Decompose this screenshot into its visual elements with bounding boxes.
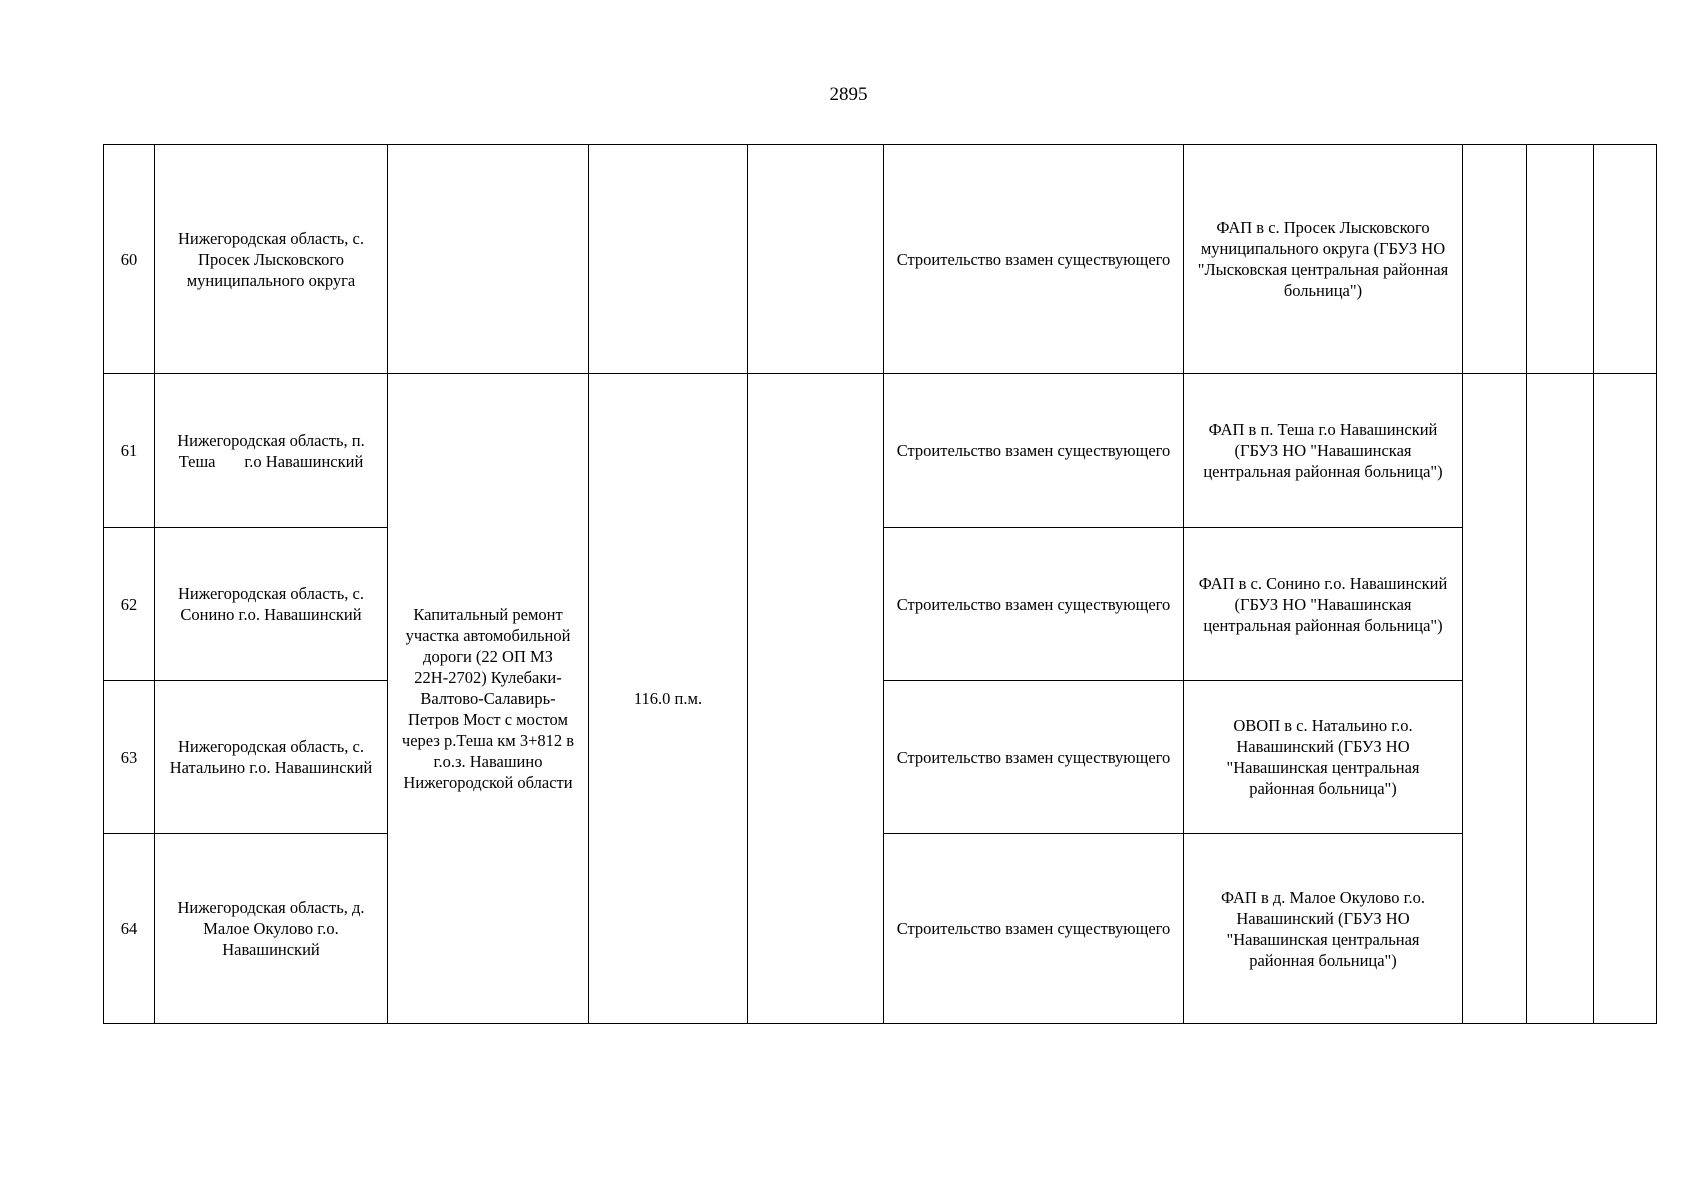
facility-cell: ФАП в с. Сонино г.о. Навашинский (ГБУЗ НО "Навашинская центральная районная больница") [1184,528,1463,681]
address-cell: Нижегородская область, п. Теша г.о Навашинский [155,374,388,528]
empty-cell [748,374,884,1024]
facility-cell: ОВОП в с. Натальино г.о. Навашинский (ГБУЗ НО "Навашинская центральная районная больница") [1184,681,1463,834]
work-type-cell: Строительство взамен существующего [884,374,1184,528]
facility-cell: ФАП в с. Просек Лысковского муниципального округа (ГБУЗ НО "Лысковская центральная районная больница") [1184,145,1463,374]
page-number: 2895 [829,84,868,105]
facility-cell: ФАП в д. Малое Окулово г.о. Навашинский (ГБУЗ НО "Навашинская центральная районная больница") [1184,834,1463,1024]
length-cell: 116.0 п.м. [589,374,748,1024]
row-number: 64 [104,834,155,1024]
projects-table [103,144,1657,1024]
empty-cell [1594,374,1657,1024]
empty-cell [1463,374,1527,1024]
address-cell: Нижегородская область, с. Просек Лысковского муниципального округа [155,145,388,374]
empty-cell [1527,374,1594,1024]
row-number: 61 [104,374,155,528]
address-cell: Нижегородская область, с. Сонино г.о. Навашинский [155,528,388,681]
row-number: 63 [104,681,155,834]
empty-cell [1463,145,1527,374]
address-cell: Нижегородская область, с. Натальино г.о. Навашинский [155,681,388,834]
work-type-cell: Строительство взамен существующего [884,834,1184,1024]
road-project-cell: Капитальный ремонт участка автомобильной дороги (22 ОП МЗ 22Н-2702) Кулебаки-Валтово-Салавирь-Петров Мост с мостом через р.Теша км 3+812 в г.о.з. Навашино Нижегородской области [388,374,589,1024]
work-type-cell: Строительство взамен существующего [884,528,1184,681]
table-row [104,145,1657,374]
work-type-cell: Строительство взамен существующего [884,681,1184,834]
empty-cell [1594,145,1657,374]
row-number: 62 [104,528,155,681]
road-project-cell-empty [388,145,589,374]
address-cell: Нижегородская область, д. Малое Окулово г.о. Навашинский [155,834,388,1024]
row-number: 60 [104,145,155,374]
empty-cell [1527,145,1594,374]
table-row [104,374,1657,528]
length-cell-empty [589,145,748,374]
work-type-cell: Строительство взамен существующего [884,145,1184,374]
facility-cell: ФАП в п. Теша г.о Навашинский (ГБУЗ НО "Навашинская центральная районная больница") [1184,374,1463,528]
empty-cell [748,145,884,374]
